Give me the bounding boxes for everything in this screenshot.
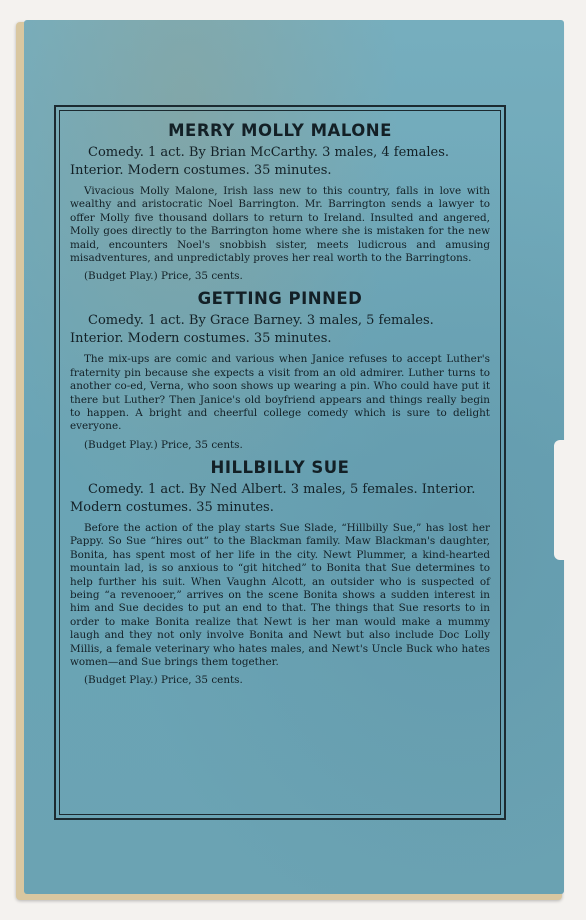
play-price: (Budget Play.) Price, 35 cents. (84, 438, 243, 451)
catalog-listing (59, 110, 501, 815)
play-details: Comedy. 1 act. By Grace Barney. 3 males, 5 females. Interior. Modern costumes. 35 minutes. (70, 313, 434, 347)
play-title: HILLBILLY SUE (210, 457, 350, 477)
catalog-frame (54, 105, 506, 820)
play-entry-hillbilly-sue (70, 458, 490, 687)
play-title: GETTING PINNED (197, 289, 363, 309)
play-description: Before the action of the play starts Sue Slade, “Hillbilly Sue,” has lost her Pappy. So Sue “hires out” to the Blackman family. Maw Blackman's daughter, Bonita, has spent most of her life in the city. Newt Plummer, a kind-hearted mountain lad, is so anxious to “git hitched” to Bonita that Sue determines to help further his suit. When Vaughn Alcott, an outsider who is suspected of being “a revenooer,” arrives on the scene Bonita shows a sudden interest in him and Sue decides to put an end to that. The things that Sue resorts to in order to make Bonita realize that Newt is her man would make a mummy laugh and they not only involve Bonita and Newt but also include Doc Lolly Millis, a female veterinary who hates males, and Newt's Uncle Buck who hates women—and Sue brings them together. (70, 521, 490, 668)
play-details: Comedy. 1 act. By Brian McCarthy. 3 males, 4 females. Interior. Modern costumes. 35 minutes. (70, 145, 450, 178)
torn-edge (554, 440, 568, 560)
play-description: Vivacious Molly Malone, Irish lass new to this country, falls in love with wealthy and aristocratic Noel Barrington. Mr. Barrington sends a lawyer to offer Molly five thousand dollars to return to Ireland. Insulted and angered, Molly goes directly to the Barrington home where she is mistaken for the new maid, encounters Noel's snobbish sister, meets ludicrous and amusing misadventures, and unpredictably proves her real worth to the Barringtons. (70, 185, 490, 265)
play-entry-merry-molly-malone (70, 121, 490, 283)
play-price: (Budget Play.) Price, 35 cents. (84, 674, 243, 687)
play-description: The mix-ups are comic and various when Janice refuses to accept Luther's fraternity pin because she expects a visit from an old admirer. Luther turns to another co-ed, Verna, who soon shows up wearing a pin. Who could have put it there but Luther? Then Janice's old boyfriend appears and things really begin to happen. A bright and cheerful college comedy which is sure to delight everyone. (70, 353, 490, 433)
play-title: MERRY MOLLY MALONE (168, 121, 392, 140)
play-price: (Budget Play.) Price, 35 cents. (84, 270, 243, 283)
play-entry-getting-pinned (70, 289, 490, 451)
play-details: Comedy. 1 act. By Ned Albert. 3 males, 5 females. Interior. Modern costumes. 35 minutes. (70, 481, 476, 515)
